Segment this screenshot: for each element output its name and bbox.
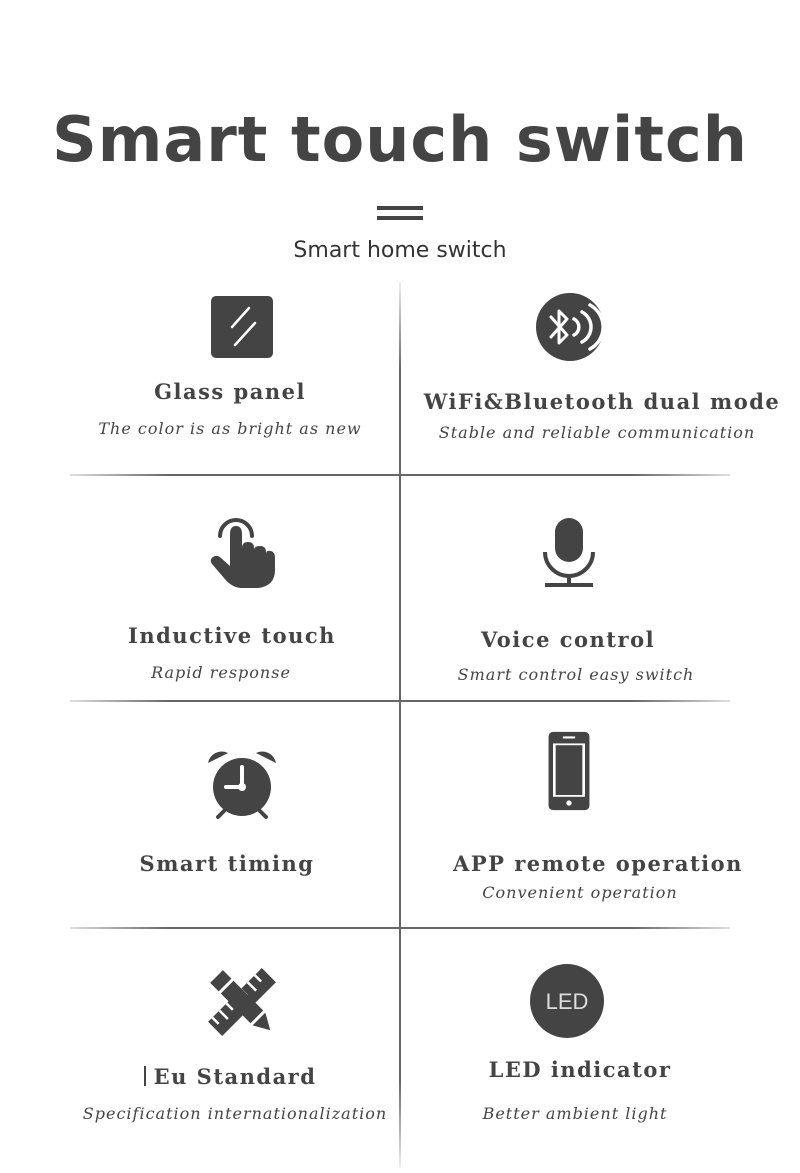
feature-subtitle: Stable and reliable communication [438, 423, 756, 442]
feature-subtitle: Better ambient light [482, 1104, 668, 1123]
feature-subtitle: Convenient operation [482, 883, 678, 902]
led-icon [527, 962, 607, 1042]
feature-subtitle: Smart control easy switch [457, 665, 695, 684]
bluetooth-icon [530, 287, 610, 367]
grid-divider-vertical [399, 282, 401, 1168]
title-marker [144, 1066, 146, 1086]
feature-title: LED indicator [488, 1057, 672, 1082]
feature-title [40, 1063, 420, 1091]
page-subtitle: Smart home switch [293, 238, 507, 263]
page-title: Smart touch switch [52, 103, 748, 176]
feature-title: Voice control [480, 627, 656, 652]
feature-title: Glass panel [154, 379, 306, 404]
led-icon-label: LED [545, 989, 589, 1014]
grid-divider-row-2 [70, 700, 730, 702]
feature-subtitle: Specification internationalization [82, 1104, 388, 1123]
feature-title: Smart timing [139, 851, 315, 876]
touch-hand-icon [202, 508, 282, 588]
glass-panel-icon [202, 287, 282, 367]
alarm-clock-icon [202, 745, 282, 825]
feature-title: APP remote operation [453, 851, 743, 876]
grid-divider-row-1 [70, 474, 730, 476]
microphone-icon [529, 512, 609, 592]
feature-title: WiFi&Bluetooth dual mode [423, 389, 781, 414]
feature-title-text: Eu Standard [153, 1064, 317, 1089]
ruler-pencil-icon [202, 962, 282, 1042]
feature-subtitle: Rapid response [151, 663, 291, 682]
feature-title: Inductive touch [128, 623, 336, 648]
feature-subtitle: The color is as bright as new [98, 419, 362, 438]
grid-divider-row-3 [70, 927, 730, 929]
smartphone-icon [529, 731, 609, 811]
